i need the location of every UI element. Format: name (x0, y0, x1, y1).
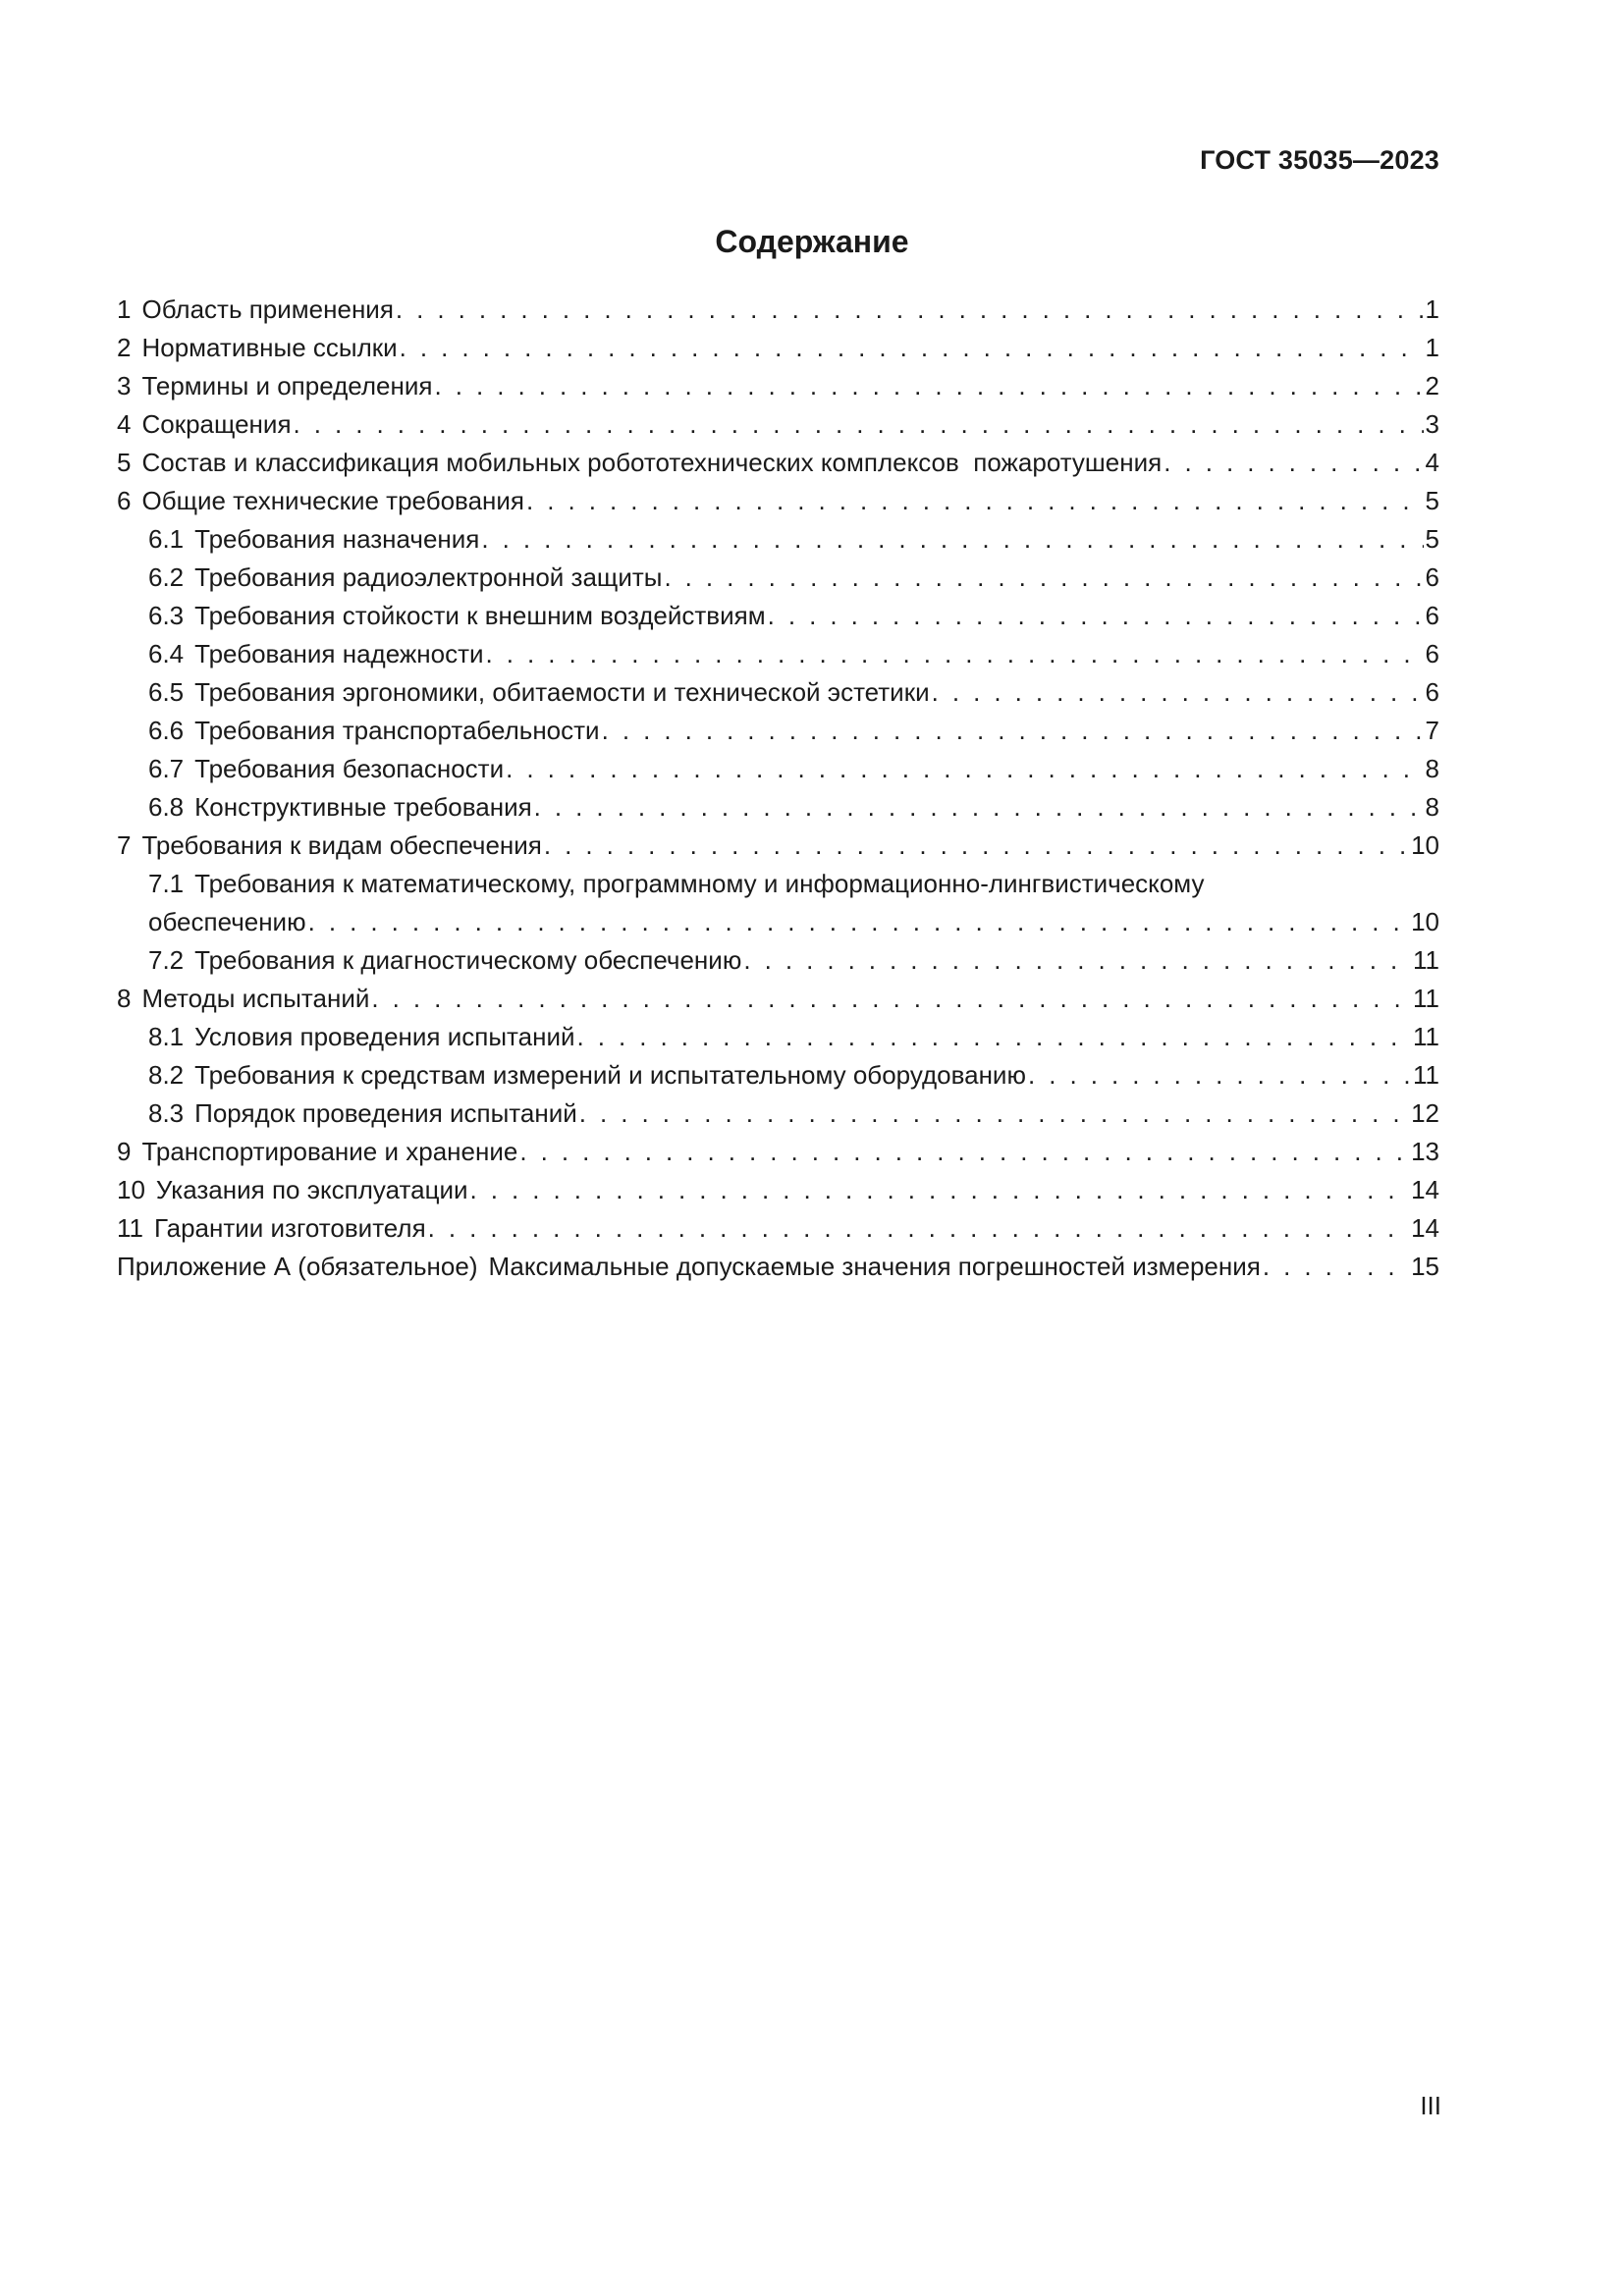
toc-leader-dots (577, 1018, 1412, 1056)
toc-leader-dots (664, 559, 1423, 597)
toc-leader-dots (506, 750, 1423, 788)
toc-leader-dots (396, 291, 1424, 329)
toc-entry-page: 8 (1425, 754, 1439, 783)
toc-entry-number: 6.7 (148, 754, 185, 783)
toc-entry-number: 8.2 (148, 1060, 185, 1090)
toc-leader-dots (544, 827, 1409, 865)
toc-entry-page: 5 (1425, 486, 1439, 515)
toc-entry-number: 6.8 (148, 792, 185, 822)
toc-leader-dots (526, 482, 1424, 520)
toc-entry-4[interactable] (117, 405, 1439, 444)
toc-entry-6-2[interactable] (117, 559, 1439, 597)
toc-entry-title: Требования к средствам измерений и испытательному оборудованию (194, 1060, 1026, 1090)
toc-entry-8-2[interactable] (117, 1056, 1439, 1095)
toc-entry-6-7[interactable] (117, 750, 1439, 788)
toc-entry-number: 10 (117, 1175, 145, 1204)
toc-entry-number: 6.5 (148, 677, 185, 707)
toc-leader-dots (400, 329, 1424, 367)
toc-entry-title: Условия проведения испытаний (194, 1022, 575, 1051)
toc-entry-page: 15 (1411, 1252, 1439, 1281)
toc-entry-page: 12 (1411, 1098, 1439, 1128)
toc-entry-number: 5 (117, 448, 132, 477)
toc-entry-6-6[interactable] (117, 712, 1439, 750)
toc-entry-page: 2 (1425, 371, 1439, 400)
toc-entry-title: Сокращения (141, 409, 292, 439)
toc-entry-number: 3 (117, 371, 132, 400)
toc-entry-number: 6 (117, 486, 132, 515)
toc-entry-11[interactable] (117, 1209, 1439, 1248)
toc-entry-number: 2 (117, 333, 132, 362)
toc-entry-title: Требования транспортабельности (194, 716, 600, 745)
toc-entry-7[interactable] (117, 827, 1439, 865)
toc-entry-title-continuation: обеспечению (148, 907, 306, 936)
toc-leader-dots (486, 635, 1424, 673)
toc-entry-appendix-a[interactable] (117, 1248, 1439, 1286)
toc-entry-9[interactable] (117, 1133, 1439, 1171)
toc-entry-number: 6.2 (148, 562, 185, 592)
toc-entry-number: 1 (117, 294, 132, 324)
toc-entry-title: Нормативные ссылки (141, 333, 398, 362)
toc-entry-title: Указания по эксплуатации (155, 1175, 468, 1204)
toc-entry-title: Требования стойкости к внешним воздействиям (194, 601, 766, 630)
toc-entry-8[interactable] (117, 980, 1439, 1018)
toc-leader-dots (602, 712, 1424, 750)
toc-entry-page: 1 (1425, 333, 1439, 362)
toc-entry-8-1[interactable] (117, 1018, 1439, 1056)
toc-entry-number: 8.1 (148, 1022, 185, 1051)
toc-entry-title: Гарантии изготовителя (154, 1213, 426, 1243)
toc-entry-title: Порядок проведения испытаний (194, 1098, 577, 1128)
toc-entry-10[interactable] (117, 1171, 1439, 1209)
toc-entry-title: Конструктивные требования (194, 792, 532, 822)
toc-entry-7-1-continuation[interactable] (117, 903, 1439, 941)
toc-entry-title: Область применения (141, 294, 394, 324)
toc-entry-title: Термины и определения (141, 371, 433, 400)
toc-entry-page: 5 (1425, 524, 1439, 554)
toc-entry-number: 8 (117, 984, 132, 1013)
toc-entry-number: 6.1 (148, 524, 185, 554)
toc-leader-dots (743, 941, 1411, 980)
toc-entry-6-8[interactable] (117, 788, 1439, 827)
toc-entry-number: 7 (117, 830, 132, 860)
toc-entry-number: 7.1 (148, 869, 185, 898)
toc-entry-title: Требования к видам обеспечения (141, 830, 542, 860)
toc-entry-page: 4 (1425, 448, 1439, 477)
toc-entry-page: 1 (1425, 294, 1439, 324)
toc-entry-6-3[interactable] (117, 597, 1439, 635)
toc-entry-title: Требования к диагностическому обеспечению (194, 945, 742, 975)
toc-entry-5[interactable] (117, 444, 1439, 482)
toc-entry-number: 11 (117, 1213, 143, 1243)
toc-leader-dots (434, 367, 1423, 405)
toc-leader-dots (470, 1171, 1410, 1209)
toc-entry-6-5[interactable] (117, 673, 1439, 712)
toc-entry-title: Требования эргономики, обитаемости и технической эстетики (194, 677, 930, 707)
toc-entry-title: Требования радиоэлектронной защиты (194, 562, 663, 592)
toc-entry-number: 6.4 (148, 639, 185, 668)
toc-leader-dots (932, 673, 1424, 712)
toc-entry-title: Требования к математическому, программному и информационно-лингвистическому (194, 869, 1205, 898)
toc-entry-7-2[interactable] (117, 941, 1439, 980)
toc-entry-page: 13 (1411, 1137, 1439, 1166)
toc-entry-6[interactable] (117, 482, 1439, 520)
toc-entry-page: 11 (1413, 1060, 1439, 1090)
toc-entry-number: 6.6 (148, 716, 185, 745)
toc-entry-6-4[interactable] (117, 635, 1439, 673)
toc-entry-number: Приложение А (обязательное) (117, 1252, 478, 1281)
table-of-contents (117, 291, 1439, 1286)
toc-leader-dots (1164, 444, 1423, 482)
toc-leader-dots (519, 1133, 1409, 1171)
document-code: ГОСТ 35035—2023 (1200, 145, 1439, 175)
toc-leader-dots (308, 903, 1409, 941)
toc-entry-page: 14 (1411, 1213, 1439, 1243)
toc-entry-title: Общие технические требования (141, 486, 524, 515)
toc-entry-number: 9 (117, 1137, 132, 1166)
toc-leader-dots (1263, 1248, 1409, 1286)
toc-leader-dots (534, 788, 1424, 827)
toc-entry-1[interactable] (117, 291, 1439, 329)
toc-leader-dots (579, 1095, 1409, 1133)
toc-entry-page: 7 (1425, 716, 1439, 745)
toc-entry-page: 10 (1411, 907, 1439, 936)
toc-entry-2[interactable] (117, 329, 1439, 367)
toc-entry-number: 4 (117, 409, 132, 439)
toc-leader-dots (1028, 1056, 1411, 1095)
toc-entry-page: 6 (1425, 601, 1439, 630)
toc-leader-dots (768, 597, 1424, 635)
toc-entry-page: 8 (1425, 792, 1439, 822)
toc-leader-dots (371, 980, 1411, 1018)
toc-entry-page: 10 (1411, 830, 1439, 860)
toc-entry-title: Требования безопасности (194, 754, 505, 783)
toc-leader-dots (481, 520, 1423, 559)
toc-entry-title: Требования назначения (194, 524, 480, 554)
toc-entry-number: 6.3 (148, 601, 185, 630)
toc-entry-title: Транспортирование и хранение (141, 1137, 518, 1166)
toc-leader-dots (294, 405, 1424, 444)
toc-entry-8-3[interactable] (117, 1095, 1439, 1133)
toc-entry-7-1[interactable] (117, 865, 1439, 903)
toc-entry-3[interactable] (117, 367, 1439, 405)
page-number: III (1420, 2091, 1441, 2120)
toc-entry-page: 6 (1425, 562, 1439, 592)
toc-entry-title: Требования надежности (194, 639, 484, 668)
toc-entry-title: Методы испытаний (141, 984, 370, 1013)
toc-entry-title: Максимальные допускаемые значения погрешностей измерения (488, 1252, 1261, 1281)
toc-entry-page: 11 (1413, 1022, 1439, 1051)
toc-entry-page: 11 (1413, 945, 1439, 975)
toc-entry-page: 6 (1425, 677, 1439, 707)
toc-entry-page: 14 (1411, 1175, 1439, 1204)
toc-entry-page: 6 (1425, 639, 1439, 668)
toc-entry-number: 8.3 (148, 1098, 185, 1128)
toc-leader-dots (428, 1209, 1409, 1248)
toc-entry-page: 11 (1413, 984, 1439, 1013)
toc-title: Содержание (715, 224, 909, 259)
toc-entry-6-1[interactable] (117, 520, 1439, 559)
toc-entry-title: Состав и классификация мобильных робототехнических комплексов пожаротушения (141, 448, 1163, 477)
toc-entry-number: 7.2 (148, 945, 185, 975)
toc-entry-page: 3 (1425, 409, 1439, 439)
